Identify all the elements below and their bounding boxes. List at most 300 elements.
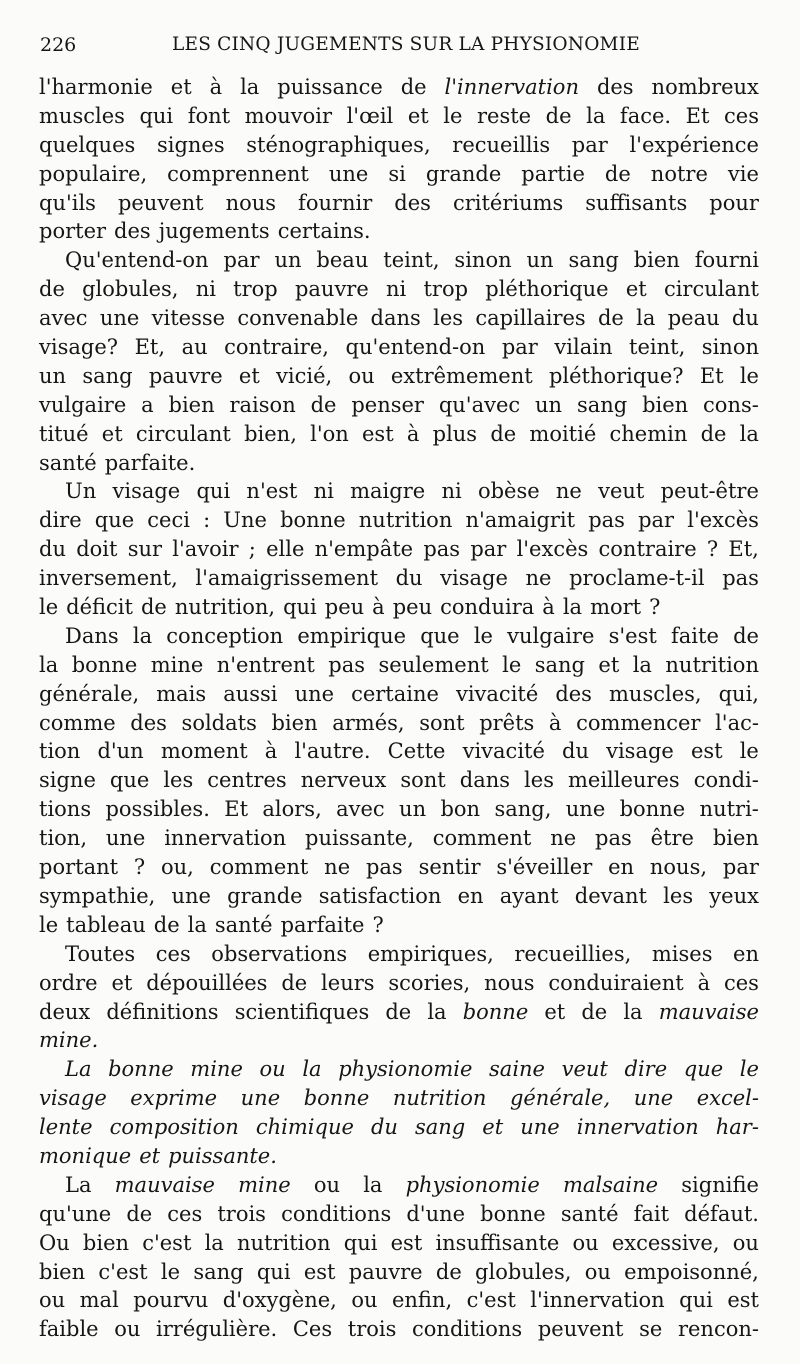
- word: pourvu: [133, 1288, 209, 1313]
- word: nombreux: [651, 75, 759, 99]
- word: n'est: [246, 479, 298, 504]
- text-line: [39, 362, 759, 391]
- word: certains.: [277, 219, 371, 244]
- word: de: [140, 595, 167, 620]
- word: générale,: [39, 681, 140, 706]
- word: mouvoir: [244, 103, 333, 128]
- word: meilleures: [567, 768, 680, 793]
- word: globules,: [82, 277, 179, 302]
- word: sinon: [454, 248, 512, 273]
- text-line: [39, 795, 759, 824]
- word: bonne: [303, 1086, 370, 1111]
- word: Dans: [65, 623, 119, 648]
- word: capillaires: [475, 306, 586, 331]
- word: har-: [715, 1115, 759, 1140]
- word: ne: [525, 566, 552, 591]
- word: obèse: [477, 479, 540, 504]
- word: nutrition: [237, 1230, 331, 1255]
- word: ces: [155, 941, 191, 966]
- word: la: [427, 999, 447, 1024]
- word: du: [370, 1115, 398, 1140]
- word: nutrition: [392, 1086, 487, 1111]
- word: ou: [313, 1172, 341, 1197]
- word: à: [372, 595, 385, 620]
- word: dire: [39, 508, 82, 533]
- word: recueillis: [452, 132, 551, 157]
- word: pauvre: [294, 277, 369, 302]
- text-line: [39, 131, 759, 160]
- word: :: [203, 508, 211, 533]
- word: une: [328, 161, 369, 186]
- word: signes: [156, 132, 225, 157]
- word: commencer: [576, 710, 701, 735]
- word: bien: [642, 392, 689, 417]
- word: Et: [224, 797, 249, 822]
- word: peu: [324, 595, 365, 620]
- running-title: LES CINQ JUGEMENTS SUR LA PHYSIONOMIE: [172, 34, 640, 55]
- word: le: [502, 652, 522, 677]
- text-line: [39, 1200, 759, 1229]
- text-line: [39, 1229, 759, 1258]
- text-line: [39, 709, 759, 738]
- word: devant: [574, 883, 647, 908]
- word: sur: [127, 537, 163, 562]
- word: de: [581, 999, 608, 1024]
- word: bonne: [108, 1057, 174, 1082]
- word: mine: [190, 1057, 243, 1082]
- word: d'un: [97, 739, 144, 764]
- word: conditions: [281, 1201, 392, 1226]
- word: qu'entend-on: [345, 335, 486, 360]
- word: bonne: [619, 797, 686, 822]
- word: des: [114, 219, 151, 244]
- word: bonne: [71, 652, 138, 677]
- word: insuffisante: [435, 1230, 560, 1255]
- word: la: [586, 103, 606, 128]
- word: défaut.: [684, 1201, 759, 1226]
- word: bien: [633, 248, 680, 273]
- word: à: [542, 595, 555, 620]
- word: est: [303, 1259, 336, 1284]
- word: l'autre.: [294, 739, 371, 764]
- word: et: [544, 999, 566, 1024]
- word: mal: [79, 1288, 119, 1313]
- word: vivacité: [462, 739, 545, 764]
- word: ?: [372, 912, 384, 937]
- word: Ou: [39, 1230, 70, 1255]
- word: des: [596, 75, 634, 99]
- word: le: [739, 739, 759, 764]
- word: l'expérience: [629, 132, 759, 157]
- word: armés,: [332, 710, 405, 735]
- word: seulement: [378, 652, 489, 677]
- word: contraire,: [224, 335, 329, 360]
- word: signe: [39, 768, 96, 793]
- word: l'on: [310, 421, 349, 446]
- text-line: [39, 824, 759, 853]
- word: innervation: [576, 1115, 699, 1140]
- word: ou: [114, 1317, 141, 1342]
- word: la: [739, 421, 759, 446]
- word: de: [310, 392, 337, 417]
- word: générale,: [509, 1086, 611, 1111]
- text-line: [39, 1055, 759, 1084]
- word: nerveux: [300, 768, 387, 793]
- text-line: [39, 275, 759, 304]
- word: une: [565, 797, 606, 822]
- word: nous: [484, 970, 535, 995]
- word: comprennent: [167, 161, 309, 186]
- word: par: [223, 248, 260, 273]
- word: nutrition: [358, 508, 453, 533]
- word: l'innervation: [530, 1288, 665, 1313]
- word: au: [181, 335, 208, 360]
- word: de: [700, 421, 727, 446]
- word: elle: [266, 537, 305, 562]
- text-line: [39, 420, 759, 449]
- word: et: [625, 277, 647, 302]
- word: bon: [440, 797, 481, 822]
- word: une: [294, 681, 335, 706]
- text-line: [39, 1113, 759, 1142]
- word: peau: [667, 306, 720, 331]
- word: chimique: [255, 1115, 354, 1140]
- word: mauvaise: [658, 999, 759, 1024]
- word: d'une: [406, 1201, 466, 1226]
- word: conduira: [440, 595, 535, 620]
- word: puissante,: [305, 826, 414, 851]
- word: pas: [328, 652, 366, 677]
- word: du: [395, 566, 423, 591]
- word: une: [99, 306, 140, 331]
- word: nutrition,: [174, 595, 276, 620]
- word: de: [435, 1259, 462, 1284]
- word: sang: [414, 1115, 466, 1140]
- word: le: [39, 595, 59, 620]
- word: si: [388, 161, 406, 186]
- word: que: [420, 623, 460, 648]
- word: critériums: [452, 190, 564, 215]
- word: le: [739, 363, 759, 388]
- running-head: [40, 34, 752, 64]
- page-number: 226: [40, 34, 77, 56]
- word: dans: [370, 306, 421, 331]
- word: parfaite.: [104, 450, 196, 475]
- word: ou: [732, 1230, 759, 1255]
- word: reste: [476, 103, 532, 128]
- word: Et: [685, 103, 710, 128]
- word: vie: [727, 161, 759, 186]
- word: qui,: [718, 681, 759, 706]
- word: mine: [150, 652, 204, 677]
- word: être: [650, 826, 694, 851]
- word: de: [281, 970, 308, 995]
- word: des: [394, 190, 431, 215]
- word: la: [204, 1230, 224, 1255]
- word: inversement,: [39, 566, 178, 591]
- word: pas: [595, 826, 632, 851]
- word: tions: [39, 797, 92, 822]
- word: pléthorique?: [548, 363, 684, 388]
- word: a: [141, 392, 154, 417]
- word: un: [39, 363, 67, 388]
- text-line: [39, 1084, 759, 1113]
- text-line: [39, 1286, 759, 1315]
- word: un: [274, 248, 302, 273]
- text-line: [39, 535, 759, 564]
- word: recueillies,: [514, 941, 632, 966]
- word: bien: [82, 1230, 130, 1255]
- word: le: [39, 912, 59, 937]
- word: ne: [550, 826, 577, 851]
- word: porter: [39, 219, 107, 244]
- text-line: [39, 911, 759, 940]
- text-line: [39, 1258, 759, 1287]
- text-line: [39, 160, 759, 189]
- word: l'œil: [346, 103, 394, 128]
- word: est: [362, 421, 394, 446]
- word: Une: [223, 508, 267, 533]
- text-line: [39, 1142, 759, 1171]
- word: mine: [238, 1172, 291, 1197]
- word: une: [520, 1115, 560, 1140]
- word: du: [39, 537, 66, 562]
- word: le: [160, 1259, 181, 1284]
- word: à: [209, 75, 223, 99]
- word: trop: [233, 277, 278, 302]
- text-line: [39, 853, 759, 882]
- word: du: [731, 306, 759, 331]
- word: visage?: [39, 335, 119, 360]
- word: Et: [699, 363, 724, 388]
- word: font: [187, 103, 231, 128]
- word: qui: [139, 103, 174, 128]
- word: c'est: [142, 1230, 192, 1255]
- word: certaine: [351, 681, 439, 706]
- word: nous,: [649, 855, 708, 880]
- word: suffisants: [585, 190, 688, 215]
- word: Ces: [292, 1317, 333, 1342]
- text-line: [39, 477, 759, 506]
- word: et: [101, 421, 123, 446]
- word: pas: [588, 508, 625, 533]
- word: nutri-: [699, 797, 759, 822]
- word: sont: [419, 710, 465, 735]
- word: monique: [39, 1143, 132, 1168]
- word: empiriques,: [367, 941, 494, 966]
- word: notre: [650, 161, 708, 186]
- word: le: [443, 103, 463, 128]
- word: sinon: [701, 335, 759, 360]
- word: que: [94, 508, 135, 533]
- word: bien,: [244, 421, 297, 446]
- word: scories,: [388, 970, 471, 995]
- word: la: [240, 75, 260, 99]
- word: Un: [65, 479, 97, 504]
- word: excel-: [696, 1086, 759, 1111]
- word: lente: [39, 1115, 93, 1140]
- word: observations: [211, 941, 348, 966]
- word: bonne: [462, 999, 529, 1024]
- word: visage: [112, 479, 181, 504]
- word: sang: [576, 392, 628, 417]
- word: teint,: [629, 335, 686, 360]
- word: bien: [168, 392, 215, 417]
- word: Cette: [387, 739, 446, 764]
- word: vilain: [554, 335, 613, 360]
- word: puissance: [277, 75, 383, 99]
- text-line: [39, 189, 759, 218]
- word: les: [163, 768, 194, 793]
- word: d'oxygène,: [222, 1288, 337, 1313]
- word: dire: [624, 1057, 668, 1082]
- word: ou: [39, 1288, 66, 1313]
- word: la: [632, 652, 652, 677]
- word: par: [638, 508, 675, 533]
- word: Toutes: [65, 941, 136, 966]
- word: irrégulière.: [156, 1317, 278, 1342]
- word: les: [524, 768, 554, 793]
- word: et: [482, 1115, 504, 1140]
- word: ni: [313, 479, 334, 504]
- word: peu: [392, 595, 433, 620]
- word: bien: [712, 826, 759, 851]
- text-line: [39, 1171, 759, 1200]
- word: pas: [365, 855, 403, 880]
- word: par: [571, 132, 608, 157]
- word: et: [407, 103, 429, 128]
- word: vitesse: [151, 306, 226, 331]
- word: de: [733, 623, 759, 648]
- word: visage: [39, 1086, 107, 1111]
- word: quelques: [39, 132, 136, 157]
- word: la: [623, 999, 643, 1024]
- word: trois: [347, 1317, 397, 1342]
- word: les: [663, 883, 694, 908]
- word: la: [363, 1172, 383, 1197]
- word: La: [65, 1172, 92, 1197]
- body-text: [39, 73, 759, 1344]
- text-line: [39, 882, 759, 911]
- word: sang: [193, 1259, 244, 1284]
- word: une: [240, 1086, 281, 1111]
- word: alors,: [262, 797, 322, 822]
- text-line: [39, 680, 759, 709]
- word: sang: [534, 652, 585, 677]
- word: se: [639, 1317, 663, 1342]
- word: chemin: [609, 421, 688, 446]
- word: ces: [724, 103, 759, 128]
- word: ni: [386, 277, 407, 302]
- text-line: [39, 564, 759, 593]
- word: est: [390, 1230, 423, 1255]
- word: la: [636, 306, 656, 331]
- word: bien: [271, 710, 318, 735]
- word: satisfaction: [318, 883, 442, 908]
- word: plus: [432, 421, 478, 446]
- word: à: [548, 710, 562, 735]
- word: sang: [82, 363, 133, 388]
- word: pauvre: [348, 1259, 423, 1284]
- word: l'harmonie: [39, 75, 153, 99]
- word: et: [111, 970, 133, 995]
- word: La: [65, 1057, 92, 1082]
- word: l'innervation: [444, 75, 579, 99]
- text-line: [39, 449, 759, 478]
- text-line: [39, 737, 759, 766]
- word: condi-: [693, 768, 759, 793]
- text-line: [39, 998, 759, 1027]
- word: de: [400, 75, 427, 99]
- word: la: [562, 595, 583, 620]
- word: des: [555, 681, 592, 706]
- word: qui: [679, 1288, 713, 1313]
- word: prêts: [479, 710, 535, 735]
- word: à: [697, 970, 711, 995]
- word: avec: [39, 306, 88, 331]
- word: composition: [109, 1115, 239, 1140]
- word: de: [153, 912, 180, 937]
- word: à: [406, 421, 420, 446]
- word: pour: [709, 190, 759, 215]
- word: de: [604, 161, 631, 186]
- word: ?: [133, 855, 146, 880]
- word: ceci: [147, 508, 190, 533]
- word: n'empâte: [314, 537, 414, 562]
- text-line: [39, 304, 759, 333]
- word: en: [457, 883, 484, 908]
- word: santé: [560, 1201, 619, 1226]
- word: signifie: [681, 1172, 759, 1197]
- word: conduiraient: [548, 970, 684, 995]
- word: vicié,: [276, 363, 333, 388]
- word: du: [562, 739, 589, 764]
- word: circulant: [663, 277, 759, 302]
- word: excessive,: [611, 1230, 720, 1255]
- word: de: [39, 277, 65, 302]
- word: circulant: [135, 421, 231, 446]
- word: ?: [706, 537, 719, 562]
- word: par: [501, 335, 538, 360]
- word: physionomie: [338, 1057, 473, 1082]
- word: conditions: [412, 1317, 523, 1342]
- word: Et,: [728, 537, 759, 562]
- word: qui: [343, 1230, 378, 1255]
- word: fait: [633, 1201, 670, 1226]
- word: tableau: [66, 912, 146, 937]
- word: définitions: [106, 999, 219, 1024]
- word: une: [633, 1086, 674, 1111]
- word: ces: [723, 970, 759, 995]
- word: doit: [76, 537, 118, 562]
- word: sang: [568, 248, 619, 273]
- word: pas: [423, 537, 461, 562]
- word: de: [597, 306, 624, 331]
- word: déficit: [66, 595, 133, 620]
- text-line: [39, 969, 759, 998]
- word: ni: [195, 277, 216, 302]
- word: nous: [225, 190, 277, 215]
- word: la: [187, 912, 207, 937]
- word: santé: [39, 450, 97, 475]
- word: avec: [336, 797, 385, 822]
- word: en: [608, 855, 635, 880]
- word: c'est: [466, 1288, 516, 1313]
- word: qui: [256, 1259, 291, 1284]
- word: que: [683, 1057, 724, 1082]
- word: de: [545, 103, 572, 128]
- word: bien: [39, 1259, 86, 1284]
